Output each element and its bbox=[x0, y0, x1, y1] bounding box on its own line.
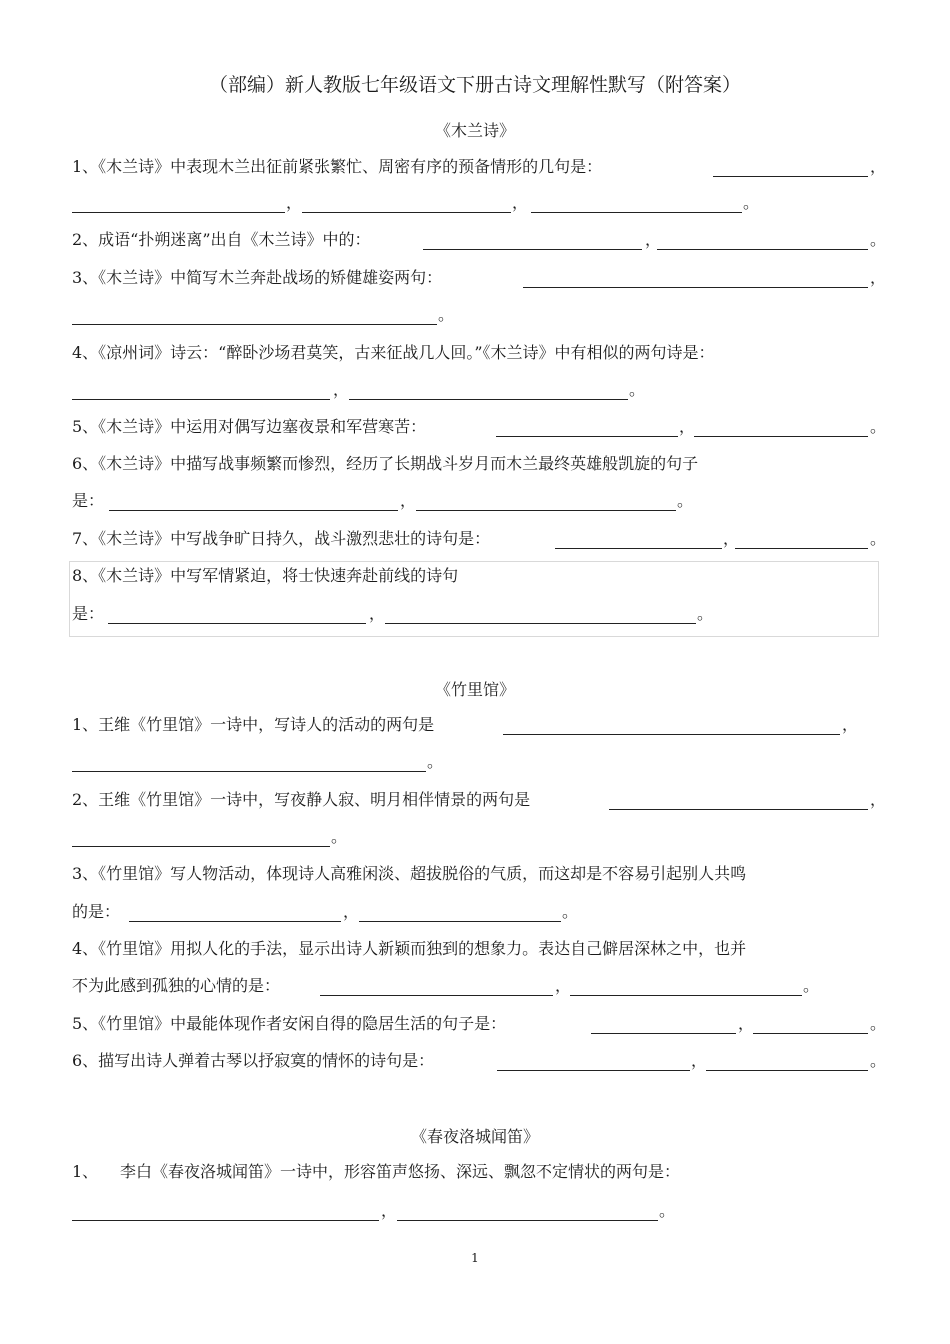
question-text: 6、描写出诗人弹着古琴以抒寂寞的情怀的诗句是： bbox=[72, 1051, 435, 1070]
punct-period: 。 bbox=[870, 417, 887, 436]
punct-period: 。 bbox=[870, 529, 887, 548]
answer-blank[interactable] bbox=[609, 809, 868, 810]
question-text: 5、《木兰诗》中运用对偶写边塞夜景和军营寒苦： bbox=[72, 417, 427, 436]
punct-comma: ， bbox=[286, 193, 303, 212]
punct-comma: ， bbox=[723, 529, 740, 548]
punct-period: 。 bbox=[870, 1014, 887, 1033]
question-mulan-8 bbox=[0, 564, 950, 588]
question-text: 3、《竹里馆》写人物活动，体现诗人高雅闲淡、超拔脱俗的气质，而这却是不容易引起别人共鸣 bbox=[72, 864, 747, 883]
question-text: 2、成语“扑朔迷离”出自《木兰诗》中的： bbox=[72, 230, 371, 249]
punct-comma: ， bbox=[870, 157, 887, 176]
punct-comma: ， bbox=[691, 1051, 708, 1070]
question-text: 7、《木兰诗》中写战争旷日持久，战斗激烈悲壮的诗句是： bbox=[72, 529, 491, 548]
question-mulan-1-cont bbox=[0, 191, 950, 215]
answer-blank[interactable] bbox=[753, 1033, 868, 1034]
document-title: （部编）新人教版七年级语文下册古诗文理解性默写（附答案） bbox=[208, 74, 741, 96]
question-text: 1、王维《竹里馆》一诗中，写诗人的活动的两句是 bbox=[72, 715, 435, 734]
punct-period: 。 bbox=[697, 604, 714, 623]
answer-blank[interactable] bbox=[320, 995, 553, 996]
punct-period: 。 bbox=[870, 1051, 887, 1070]
punct-period: 。 bbox=[438, 305, 455, 324]
punct-period: 。 bbox=[803, 976, 820, 995]
answer-blank[interactable] bbox=[397, 1220, 658, 1221]
answer-blank[interactable] bbox=[108, 623, 366, 624]
punct-period: 。 bbox=[870, 230, 887, 249]
question-mulan-8-cont bbox=[0, 602, 950, 626]
question-zhuli-2 bbox=[0, 788, 950, 812]
answer-blank[interactable] bbox=[416, 510, 676, 511]
answer-blank[interactable] bbox=[423, 249, 642, 250]
answer-blank[interactable] bbox=[349, 399, 628, 400]
answer-blank[interactable] bbox=[497, 1070, 690, 1071]
punct-comma: ， bbox=[555, 976, 572, 995]
answer-blank[interactable] bbox=[694, 436, 868, 437]
answer-blank[interactable] bbox=[359, 921, 561, 922]
section-title-mulan: 《木兰诗》 bbox=[434, 121, 515, 140]
answer-blank[interactable] bbox=[706, 1070, 868, 1071]
question-mulan-3 bbox=[0, 266, 950, 290]
question-text: 是： bbox=[72, 491, 105, 510]
question-text: 是： bbox=[72, 604, 105, 623]
punct-comma: ， bbox=[343, 902, 360, 921]
punct-period: 。 bbox=[562, 902, 579, 921]
question-mulan-3-cont bbox=[0, 303, 950, 327]
question-zhuli-1 bbox=[0, 713, 950, 737]
punct-comma: ， bbox=[842, 715, 859, 734]
question-zhuli-2-cont bbox=[0, 825, 950, 849]
question-zhuli-5 bbox=[0, 1012, 950, 1036]
answer-blank[interactable] bbox=[713, 176, 868, 177]
question-zhuli-4-cont bbox=[0, 974, 950, 998]
question-zhuli-3 bbox=[0, 862, 950, 886]
page-number: 1 bbox=[471, 1251, 479, 1265]
answer-blank[interactable] bbox=[735, 548, 868, 549]
question-zhuli-6 bbox=[0, 1049, 950, 1073]
question-mulan-1 bbox=[0, 155, 950, 179]
answer-blank[interactable] bbox=[72, 846, 330, 847]
answer-blank[interactable] bbox=[72, 1220, 379, 1221]
answer-blank[interactable] bbox=[496, 436, 678, 437]
question-zhuli-4 bbox=[0, 937, 950, 961]
question-mulan-7 bbox=[0, 527, 950, 551]
answer-blank[interactable] bbox=[657, 249, 868, 250]
question-mulan-2 bbox=[0, 228, 950, 252]
punct-period: 。 bbox=[331, 827, 348, 846]
answer-blank[interactable] bbox=[591, 1033, 736, 1034]
punct-period: 。 bbox=[677, 491, 694, 510]
punct-comma: ， bbox=[400, 491, 417, 510]
answer-blank[interactable] bbox=[302, 212, 511, 213]
section-title-zhuliguan: 《竹里馆》 bbox=[434, 680, 515, 699]
punct-comma: ， bbox=[512, 193, 529, 212]
question-text: 8、《木兰诗》中写军情紧迫，将士快速奔赴前线的诗句 bbox=[72, 566, 459, 585]
question-chunye-1-cont bbox=[0, 1199, 950, 1223]
punct-comma: ， bbox=[645, 230, 662, 249]
punct-comma: ， bbox=[870, 268, 887, 287]
answer-blank[interactable] bbox=[385, 623, 696, 624]
question-text: 4、《竹里馆》用拟人化的手法，显示出诗人新颖而独到的想象力。表达自己僻居深林之中，也并 bbox=[72, 939, 747, 958]
punct-period: 。 bbox=[743, 193, 760, 212]
punct-period: 。 bbox=[659, 1201, 676, 1220]
section-title-chunye: 《春夜洛城闻笛》 bbox=[410, 1127, 539, 1146]
question-chunye-1 bbox=[0, 1160, 950, 1184]
answer-blank[interactable] bbox=[503, 734, 840, 735]
question-text: 不为此感到孤独的心情的是： bbox=[72, 976, 281, 995]
question-zhuli-1-cont bbox=[0, 750, 950, 774]
question-mulan-5 bbox=[0, 415, 950, 439]
punct-comma: ， bbox=[870, 790, 887, 809]
question-text: 1、《木兰诗》中表现木兰出征前紧张繁忙、周密有序的预备情形的几句是： bbox=[72, 157, 603, 176]
question-mulan-6-cont bbox=[0, 489, 950, 513]
answer-blank[interactable] bbox=[129, 921, 341, 922]
punct-period: 。 bbox=[427, 752, 444, 771]
question-text: 4、《凉州词》诗云：“醉卧沙场君莫笑，古来征战几人回。”《木兰诗》中有相似的两句诗是： bbox=[72, 343, 715, 362]
answer-blank[interactable] bbox=[72, 212, 285, 213]
answer-blank[interactable] bbox=[531, 212, 742, 213]
punct-comma: ， bbox=[381, 1201, 398, 1220]
question-text: 2、王维《竹里馆》一诗中，写夜静人寂、明月相伴情景的两句是 bbox=[72, 790, 531, 809]
punct-period: 。 bbox=[629, 380, 646, 399]
punct-comma: ， bbox=[333, 380, 350, 399]
answer-blank[interactable] bbox=[523, 287, 868, 288]
answer-blank[interactable] bbox=[72, 324, 437, 325]
question-text: 5、《竹里馆》中最能体现作者安闲自得的隐居生活的句子是： bbox=[72, 1014, 507, 1033]
question-text: 李白《春夜洛城闻笛》一诗中，形容笛声悠扬、深远、飘忽不定情状的两句是： bbox=[120, 1162, 681, 1181]
question-text: 6、《木兰诗》中描写战事频繁而惨烈，经历了长期战斗岁月而木兰最终英雄般凯旋的句子 bbox=[72, 454, 699, 473]
question-mulan-4-cont bbox=[0, 378, 950, 402]
question-text: 的是： bbox=[72, 902, 121, 921]
question-zhuli-3-cont bbox=[0, 900, 950, 924]
punct-comma: ， bbox=[679, 417, 696, 436]
answer-blank[interactable] bbox=[555, 548, 722, 549]
answer-blank[interactable] bbox=[72, 399, 330, 400]
question-text: 3、《木兰诗》中简写木兰奔赴战场的矫健雄姿两句： bbox=[72, 268, 443, 287]
punct-comma: ， bbox=[369, 604, 386, 623]
question-mulan-6 bbox=[0, 452, 950, 476]
punct-comma: ， bbox=[738, 1014, 755, 1033]
answer-blank[interactable] bbox=[72, 771, 426, 772]
question-mulan-4 bbox=[0, 341, 950, 365]
question-number: 1、 bbox=[72, 1162, 99, 1181]
answer-blank[interactable] bbox=[570, 995, 802, 996]
answer-blank[interactable] bbox=[109, 510, 398, 511]
